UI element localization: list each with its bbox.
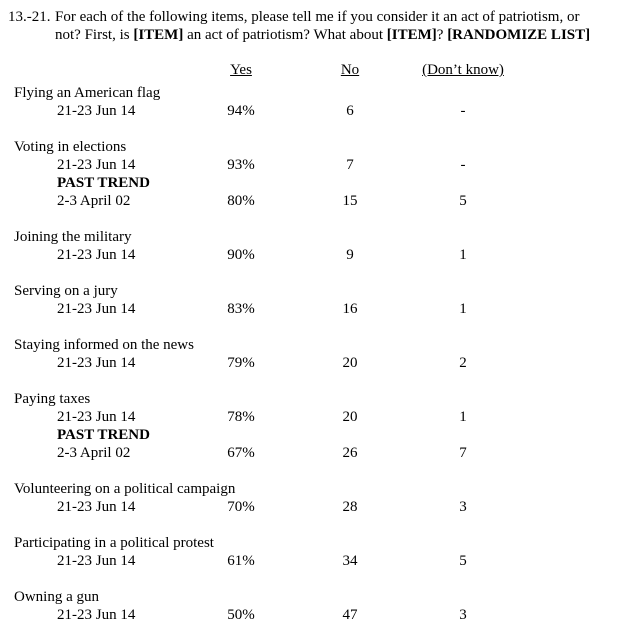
yes-value: 94% <box>227 103 255 119</box>
item-block-voting <box>14 138 618 210</box>
item-label: Serving on a jury <box>14 283 118 299</box>
past-trend-label: PAST TREND <box>57 427 150 443</box>
yes-value: 83% <box>227 301 255 317</box>
row-date: 21-23 Jun 14 <box>57 301 136 317</box>
row-date: 21-23 Jun 14 <box>57 409 136 425</box>
column-header-no: No <box>340 62 360 78</box>
no-value: 6 <box>346 103 354 119</box>
question-line2-seg2: an act of patriotism? What about <box>183 27 387 43</box>
row-date: 21-23 Jun 14 <box>57 553 136 569</box>
row-date: 21-23 Jun 14 <box>57 499 136 515</box>
question-text <box>55 8 618 44</box>
row-date: 21-23 Jun 14 <box>57 157 136 173</box>
dont-know-value: - <box>460 103 466 119</box>
dont-know-value: 2 <box>459 355 467 371</box>
question-line2-seg1: not? First, is <box>55 27 134 43</box>
table-row <box>14 156 618 174</box>
item-label: Volunteering on a political campaign <box>14 481 236 497</box>
row-date: 21-23 Jun 14 <box>57 607 136 623</box>
no-value: 20 <box>342 355 358 371</box>
row-date: 21-23 Jun 14 <box>57 355 136 371</box>
yes-value: 78% <box>227 409 255 425</box>
header-spacer <box>14 61 186 79</box>
past-trend-label: PAST TREND <box>57 175 150 191</box>
results-table <box>14 61 618 624</box>
question-line2-seg3: ? <box>436 27 448 43</box>
question-number: 13.-21. <box>8 9 51 25</box>
yes-value: 80% <box>227 193 255 209</box>
dont-know-value: 3 <box>459 607 467 623</box>
no-value: 28 <box>342 499 358 515</box>
item-block-military <box>14 228 618 264</box>
item-block-gun <box>14 588 618 624</box>
item-block-jury <box>14 282 618 318</box>
no-value: 26 <box>342 445 358 461</box>
row-date: 2-3 April 02 <box>57 193 131 209</box>
column-header-yes: Yes <box>230 62 252 78</box>
item-label: Participating in a political protest <box>14 535 214 551</box>
table-row <box>14 192 618 210</box>
dont-know-value: 7 <box>459 445 467 461</box>
table-row <box>14 354 618 372</box>
dont-know-value: 1 <box>459 301 467 317</box>
yes-value: 50% <box>227 607 255 623</box>
question-randomize-note: [RANDOMIZE LIST] <box>447 27 591 43</box>
yes-value: 90% <box>227 247 255 263</box>
table-row <box>14 102 618 120</box>
question-paragraph <box>8 8 618 44</box>
no-value: 20 <box>342 409 358 425</box>
item-block-campaign <box>14 480 618 516</box>
table-row <box>14 444 618 462</box>
table-header-row <box>14 61 618 79</box>
dont-know-value: 1 <box>459 409 467 425</box>
item-label: Paying taxes <box>14 391 91 407</box>
item-block-flying-flag <box>14 84 618 120</box>
item-label: Flying an American flag <box>14 85 161 101</box>
no-value: 7 <box>346 157 354 173</box>
yes-value: 70% <box>227 499 255 515</box>
table-row <box>14 246 618 264</box>
column-header-dont-know: (Don’t know) <box>422 62 504 78</box>
no-value: 15 <box>342 193 358 209</box>
row-date: 21-23 Jun 14 <box>57 247 136 263</box>
table-row <box>14 300 618 318</box>
item-block-protest <box>14 534 618 570</box>
row-date: 21-23 Jun 14 <box>57 103 136 119</box>
dont-know-value: - <box>460 157 466 173</box>
item-label: Owning a gun <box>14 589 99 605</box>
question-item-placeholder-1: [ITEM] <box>133 27 184 43</box>
dont-know-value: 5 <box>459 193 467 209</box>
item-label: Joining the military <box>14 229 132 245</box>
yes-value: 67% <box>227 445 255 461</box>
yes-value: 61% <box>227 553 255 569</box>
dont-know-value: 1 <box>459 247 467 263</box>
question-line1: For each of the following items, please tell me if you consider it an act of patriotism, or <box>55 9 580 25</box>
table-row <box>14 408 618 426</box>
table-row <box>14 552 618 570</box>
question-item-placeholder-2: [ITEM] <box>386 27 437 43</box>
yes-value: 79% <box>227 355 255 371</box>
table-row <box>14 498 618 516</box>
item-label: Staying informed on the news <box>14 337 194 353</box>
no-value: 34 <box>342 553 358 569</box>
no-value: 9 <box>346 247 354 263</box>
item-block-taxes <box>14 390 618 462</box>
table-row <box>14 606 618 624</box>
dont-know-value: 3 <box>459 499 467 515</box>
dont-know-value: 5 <box>459 553 467 569</box>
no-value: 47 <box>342 607 358 623</box>
item-label: Voting in elections <box>14 139 127 155</box>
row-date: 2-3 April 02 <box>57 445 131 461</box>
no-value: 16 <box>342 301 358 317</box>
yes-value: 93% <box>227 157 255 173</box>
item-block-news <box>14 336 618 372</box>
